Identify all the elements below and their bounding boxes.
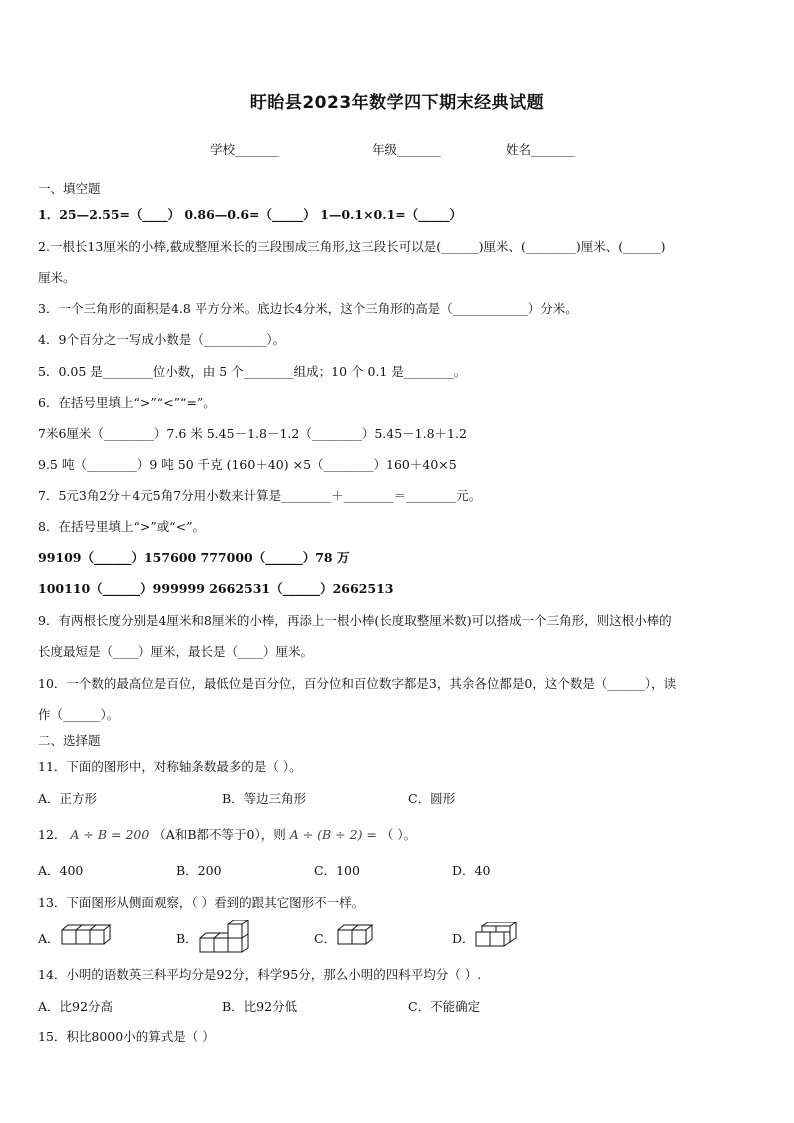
q12-formula-2: A ÷ (B ÷ 2) = — [289, 827, 377, 842]
q13-option-c-label: C． — [314, 931, 337, 946]
name-field: 姓名_______ — [506, 142, 575, 157]
question-10-line-1: 10．一个数的最高位是百位，最低位是百分位，百分位和百位数字都是3，其余各位都是0，这个数是（______），读 — [38, 676, 677, 691]
question-4: 4．9个百分之一写成小数是（__________）。 — [38, 332, 286, 347]
page-title: 盱眙县2023年数学四下期末经典试题 — [249, 93, 545, 113]
grade-field: 年级_______ — [372, 142, 441, 157]
q12-option-c: C．100 — [314, 863, 360, 878]
q12-blank: （ ）。 — [380, 827, 417, 842]
question-1: 1．25—2.55=（____） 0.86—0.6=（_____） 1—0.1×0.1=（_____） — [38, 207, 463, 222]
question-12 — [38, 826, 762, 844]
q14-option-c: C．不能确定 — [408, 999, 481, 1014]
question-8-row-1: 99109（______）157600 777000（______）78 万 — [38, 550, 350, 565]
question-9-line-2: 长度最短是（____）厘米，最长是（____）厘米。 — [38, 644, 314, 659]
q14-option-a: A．比92分高 — [38, 999, 113, 1014]
question-8-row-2: 100110（______）999999 2662531（______）2662513 — [38, 581, 394, 596]
q12-formula-1: A ÷ B = 200 — [70, 827, 150, 842]
q13-option-a-cubes-icon — [60, 922, 112, 948]
question-2-line-2: 厘米。 — [38, 270, 76, 285]
q12-option-b: B．200 — [176, 863, 222, 878]
question-2-line-1: 2.一根长13厘米的小棒,截成整厘米长的三段围成三角形,这三段长可以是(______)厘米、(________)厘米、(______) — [38, 239, 666, 254]
question-15: 15．积比8000小的算式是（ ） — [38, 1029, 215, 1044]
question-8: 8．在括号里填上“>”或“<”。 — [38, 519, 205, 534]
q13-option-a-label: A． — [38, 931, 60, 946]
q14-option-b: B．比92分低 — [222, 999, 298, 1014]
question-6-row-2: 9.5 吨（________）9 吨 50 千克 (160＋40) ×5（________）160＋40×5 — [38, 457, 457, 472]
question-11: 11．下面的图形中，对称轴条数最多的是（ ）。 — [38, 759, 302, 774]
q13-option-d-label: D． — [452, 931, 475, 946]
question-14: 14．小明的语数英三科平均分是92分，科学95分，那么小明的四科平均分（ ）. — [38, 967, 482, 982]
question-7: 7．5元3角2分＋4元5角7分用小数来计算是________＋________＝________元。 — [38, 488, 482, 503]
q11-option-c: C．圆形 — [408, 791, 456, 806]
question-13: 13．下面图形从侧面观察，（ ）看到的跟其它图形不一样。 — [38, 895, 365, 910]
q13-option-d-cubes-icon — [474, 922, 520, 950]
q13-option-b-label: B． — [176, 931, 198, 946]
school-field: 学校_______ — [210, 142, 279, 157]
question-10-line-2: 作（______）。 — [38, 707, 120, 722]
q12-number: 12． — [38, 827, 67, 842]
section-fill-blank: 一、填空题 — [38, 181, 101, 196]
section-choice: 二、选择题 — [38, 733, 101, 748]
q12-condition: （A和B都不等于0），则 — [153, 827, 286, 842]
question-6-row-1: 7米6厘米（________）7.6 米 5.45－1.8－1.2（________）5.45－1.8＋1.2 — [38, 426, 467, 441]
question-3: 3．一个三角形的面积是4.8 平方分米。底边长4分米，这个三角形的高是（____________）分米。 — [38, 301, 578, 316]
question-9-line-1: 9．有两根长度分别是4厘米和8厘米的小棒，再添上一根小棒(长度取整厘米数)可以搭成一个三角形，则这根小棒的 — [38, 613, 672, 628]
q12-option-d: D．40 — [452, 863, 491, 878]
q13-option-b-cubes-icon — [198, 920, 250, 954]
q13-option-c-cubes-icon — [336, 922, 380, 948]
question-5: 5．0.05 是________位小数，由 5 个________组成；10 个 0.1 是________。 — [38, 364, 467, 379]
question-6: 6．在括号里填上“>”“<”“=”。 — [38, 395, 216, 410]
q11-option-a: A．正方形 — [38, 791, 98, 806]
q11-option-b: B．等边三角形 — [222, 791, 307, 806]
q12-option-a: A．400 — [38, 863, 84, 878]
